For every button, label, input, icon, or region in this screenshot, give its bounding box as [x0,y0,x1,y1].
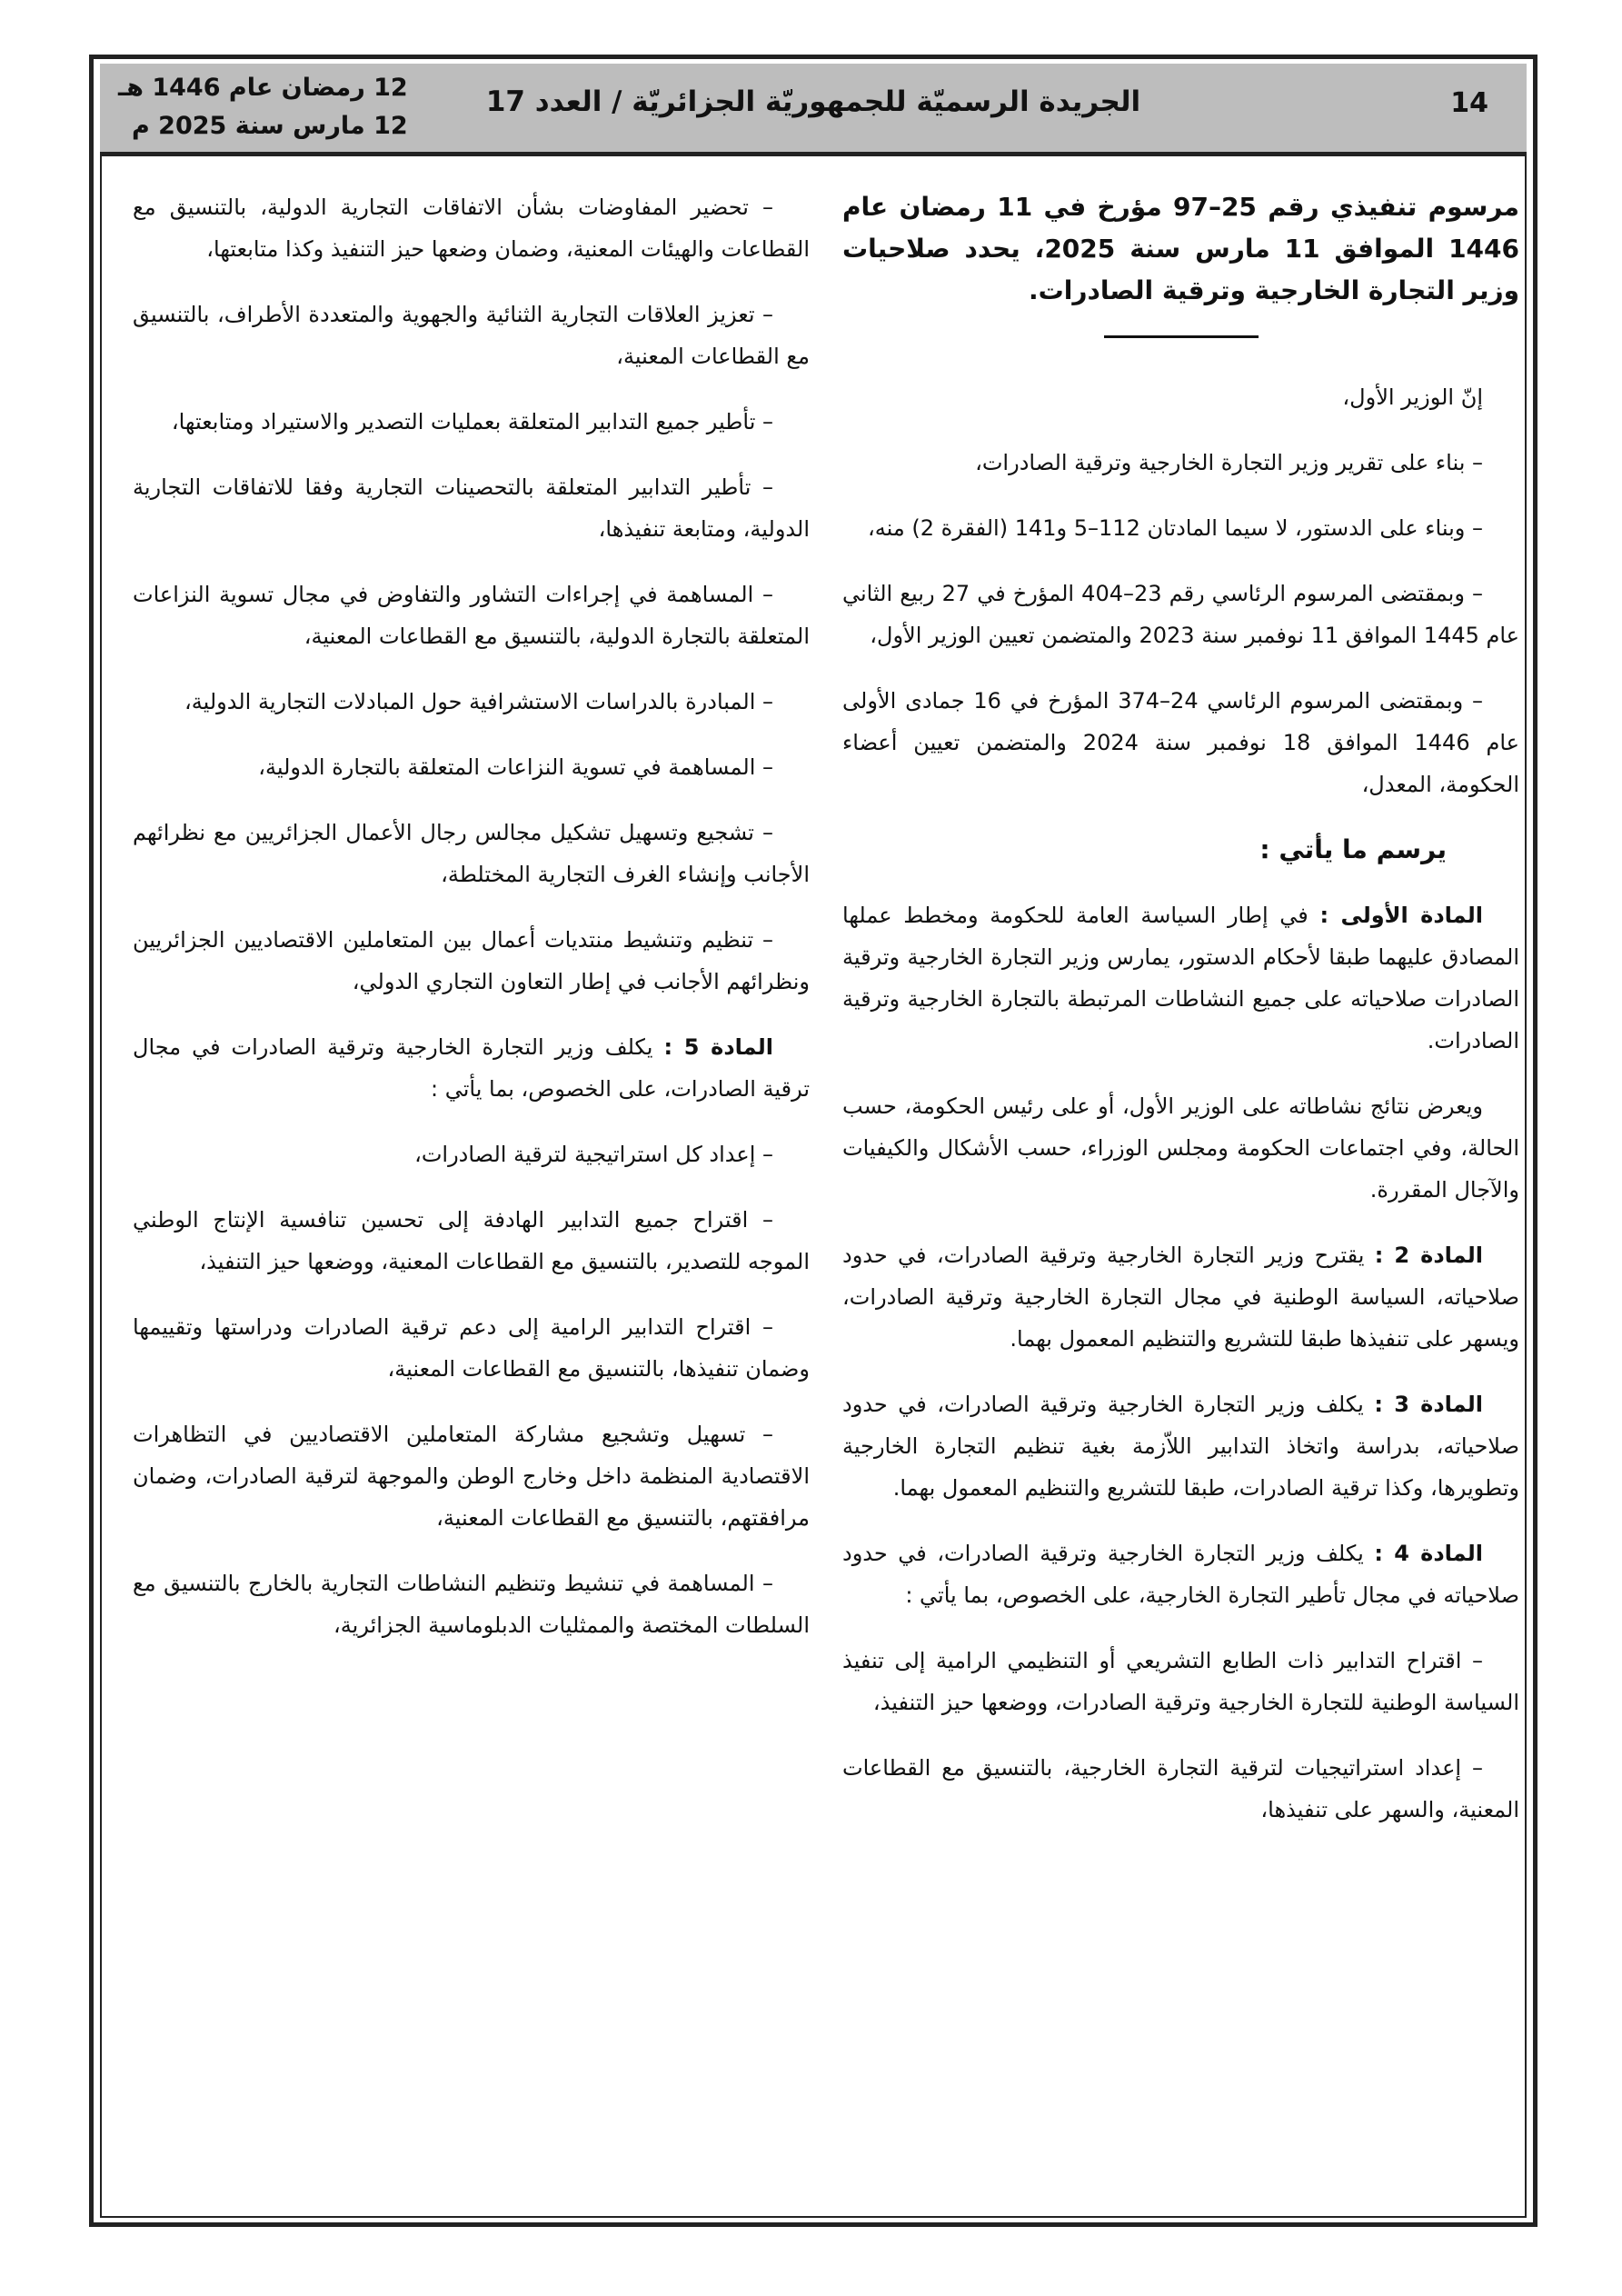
text-paragraph: – إعداد كل استراتيجية لترقية الصادرات، [414,1142,773,1167]
text-paragraph: إنّ الوزير الأول، [1342,384,1483,410]
article-paragraph [842,1383,1519,1509]
text-paragraph: – تأطير جميع التدابير المتعلقة بعمليات التصدير والاستيراد ومتابعتها، [171,409,773,434]
page-number: 14 [1450,87,1488,119]
text-paragraph: – وبمقتضى المرسوم الرئاسي رقم 23–404 المؤرخ في 27 ربيع الثاني عام 1445 الموافق 11 نوفمبر سنة 2023 والمتضمن تعيين الوزير الأول، [842,581,1519,648]
article-text: يكلف وزير التجارة الخارجية وترقية الصادرات في مجال ترقية الصادرات، على الخصوص، بما يأتي : [133,1034,810,1102]
article-text: يقترح وزير التجارة الخارجية وترقية الصادرات، في حدود صلاحياته، السياسة الوطنية في مجال التجارة الخارجية وترقية الصادرات، ويسهر على تنفيذها طبقا للتشريع والتنظيم المعمول بهما. [842,1243,1519,1352]
article-paragraph [842,1532,1519,1616]
text-paragraph: – تسهيل وتشجيع مشاركة المتعاملين الاقتصاديين في التظاهرات الاقتصادية المنظمة داخل وخارج الوطن والموجهة لترقية الصادرات، وضمان مرافقتهم، بالتنسيق مع القطاعات المعنية، [133,1422,810,1531]
text-paragraph: – إعداد استراتيجيات لترقية التجارة الخارجية، بالتنسيق مع القطاعات المعنية، والسهر على تنفيذها، [842,1755,1519,1822]
text-paragraph: – تشجيع وتسهيل تشكيل مجالس رجال الأعمال الجزائريين مع نظرائهم الأجانب وإنشاء الغرف التجارية المختلطة، [133,820,810,887]
article-paragraph [842,1234,1519,1360]
article-text: يكلف وزير التجارة الخارجية وترقية الصادرات، في حدود صلاحياته في مجال تأطير التجارة الخارجية، على الخصوص، بما يأتي : [842,1541,1519,1608]
title-separator [1104,335,1259,338]
article-text: يكلف وزير التجارة الخارجية وترقية الصادرات، في حدود صلاحياته، بدراسة واتخاذ التدابير اللاّزمة بغية تنظيم التجارة الخارجية وتطويرها، وكذا ترقية الصادرات، طبقا للتشريع والتنظيم المعمول بهما. [842,1392,1519,1501]
article-label: المادة 3 : [1374,1392,1483,1417]
text-paragraph: – وبناء على الدستور، لا سيما المادتان 112–5 و141 (الفقرة 2) منه، [868,515,1483,541]
text-paragraph: – المساهمة في تنشيط وتنظيم النشاطات التجارية بالخارج بالتنسيق مع السلطات المختصة والممثليات الدبلوماسية الجزائرية، [133,1571,810,1638]
page-header [100,64,1527,156]
text-paragraph: ويعرض نتائج نشاطاته على الوزير الأول، أو على رئيس الحكومة، حسب الحالة، وفي اجتماعات الحكومة ومجلس الوزراء، حسب الأشكال والكيفيات والآجال المقررة. [842,1093,1519,1203]
right-column [842,186,1519,2200]
text-paragraph: – اقتراح التدابير الرامية إلى دعم ترقية الصادرات ودراستها وتقييمها وضمان تنفيذها، بالتنسيق مع القطاعات المعنية، [133,1314,810,1382]
issue-date [118,69,408,145]
text-paragraph: – تعزيز العلاقات التجارية الثنائية والجهوية والمتعددة الأطراف، بالتنسيق مع القطاعات المعنية، [133,302,810,369]
text-paragraph: – تأطير التدابير المتعلقة بالتحصينات التجارية وفقا للاتفاقات التجارية الدولية، ومتابعة تنفيذها، [133,474,810,542]
article-label: المادة 5 : [663,1034,774,1060]
section-heading: يرسم ما يأتي : [1259,834,1447,864]
article-label: المادة الأولى : [1319,903,1483,928]
date-gregorian: 12 مارس سنة 2025 م [131,112,408,140]
decree-title: مرسوم تنفيذي رقم 25–97 مؤرخ في 11 رمضان عام 1446 الموافق 11 مارس سنة 2025، يحدد صلاحيات وزير التجارة الخارجية وترقية الصادرات. [842,192,1519,305]
text-paragraph: – المساهمة في تسوية النزاعات المتعلقة بالتجارة الدولية، [258,754,773,780]
article-paragraph [133,1026,810,1110]
text-paragraph: – اقتراح جميع التدابير الهادفة إلى تحسين تنافسية الإنتاج الوطني الموجه للتصدير، بالتنسيق مع القطاعات المعنية، ووضعها حيز التنفيذ، [133,1207,810,1274]
article-paragraph [842,894,1519,1062]
left-column [133,186,810,2200]
text-paragraph: – المساهمة في إجراءات التشاور والتفاوض في مجال تسوية النزاعات المتعلقة بالتجارة الدولية، بالتنسيق مع القطاعات المعنية، [133,582,810,649]
article-text: في إطار السياسة العامة للحكومة ومخطط عملها المصادق عليهما طبقا لأحكام الدستور، يمارس وزير التجارة الخارجية وترقية الصادرات صلاحياته على جميع النشاطات المرتبطة بالتجارة الخارجية وترقية الصادرات. [842,903,1519,1053]
article-label: المادة 4 : [1374,1541,1483,1566]
text-paragraph: – اقتراح التدابير ذات الطابع التشريعي أو التنظيمي الرامية إلى تنفيذ السياسة الوطنية للتجارة الخارجية وترقية الصادرات، ووضعها حيز التنفيذ، [842,1648,1519,1715]
date-hijri: 12 رمضان عام 1446 هـ [118,74,408,102]
text-paragraph: – المبادرة بالدراسات الاستشرافية حول المبادلات التجارية الدولية، [184,689,773,714]
text-paragraph: – تحضير المفاوضات بشأن الاتفاقات التجارية الدولية، بالتنسيق مع القطاعات والهيئات المعنية، وضمان وضعها حيز التنفيذ وكذا متابعتها، [133,195,810,262]
text-paragraph: – تنظيم وتنشيط منتديات أعمال بين المتعاملين الاقتصاديين الجزائريين ونظرائهم الأجانب في إطار التعاون التجاري الدولي، [133,927,810,994]
article-label: المادة 2 : [1374,1243,1483,1268]
text-paragraph: – وبمقتضى المرسوم الرئاسي 24–374 المؤرخ في 16 جمادى الأولى عام 1446 الموافق 18 نوفمبر سنة 2024 والمتضمن تعيين أعضاء الحكومة، المعدل، [842,688,1519,797]
text-paragraph: – بناء على تقرير وزير التجارة الخارجية وترقية الصادرات، [975,450,1483,475]
journal-title: الجريدة الرسميّة للجمهوريّة الجزائريّة / العدد 17 [485,85,1141,118]
